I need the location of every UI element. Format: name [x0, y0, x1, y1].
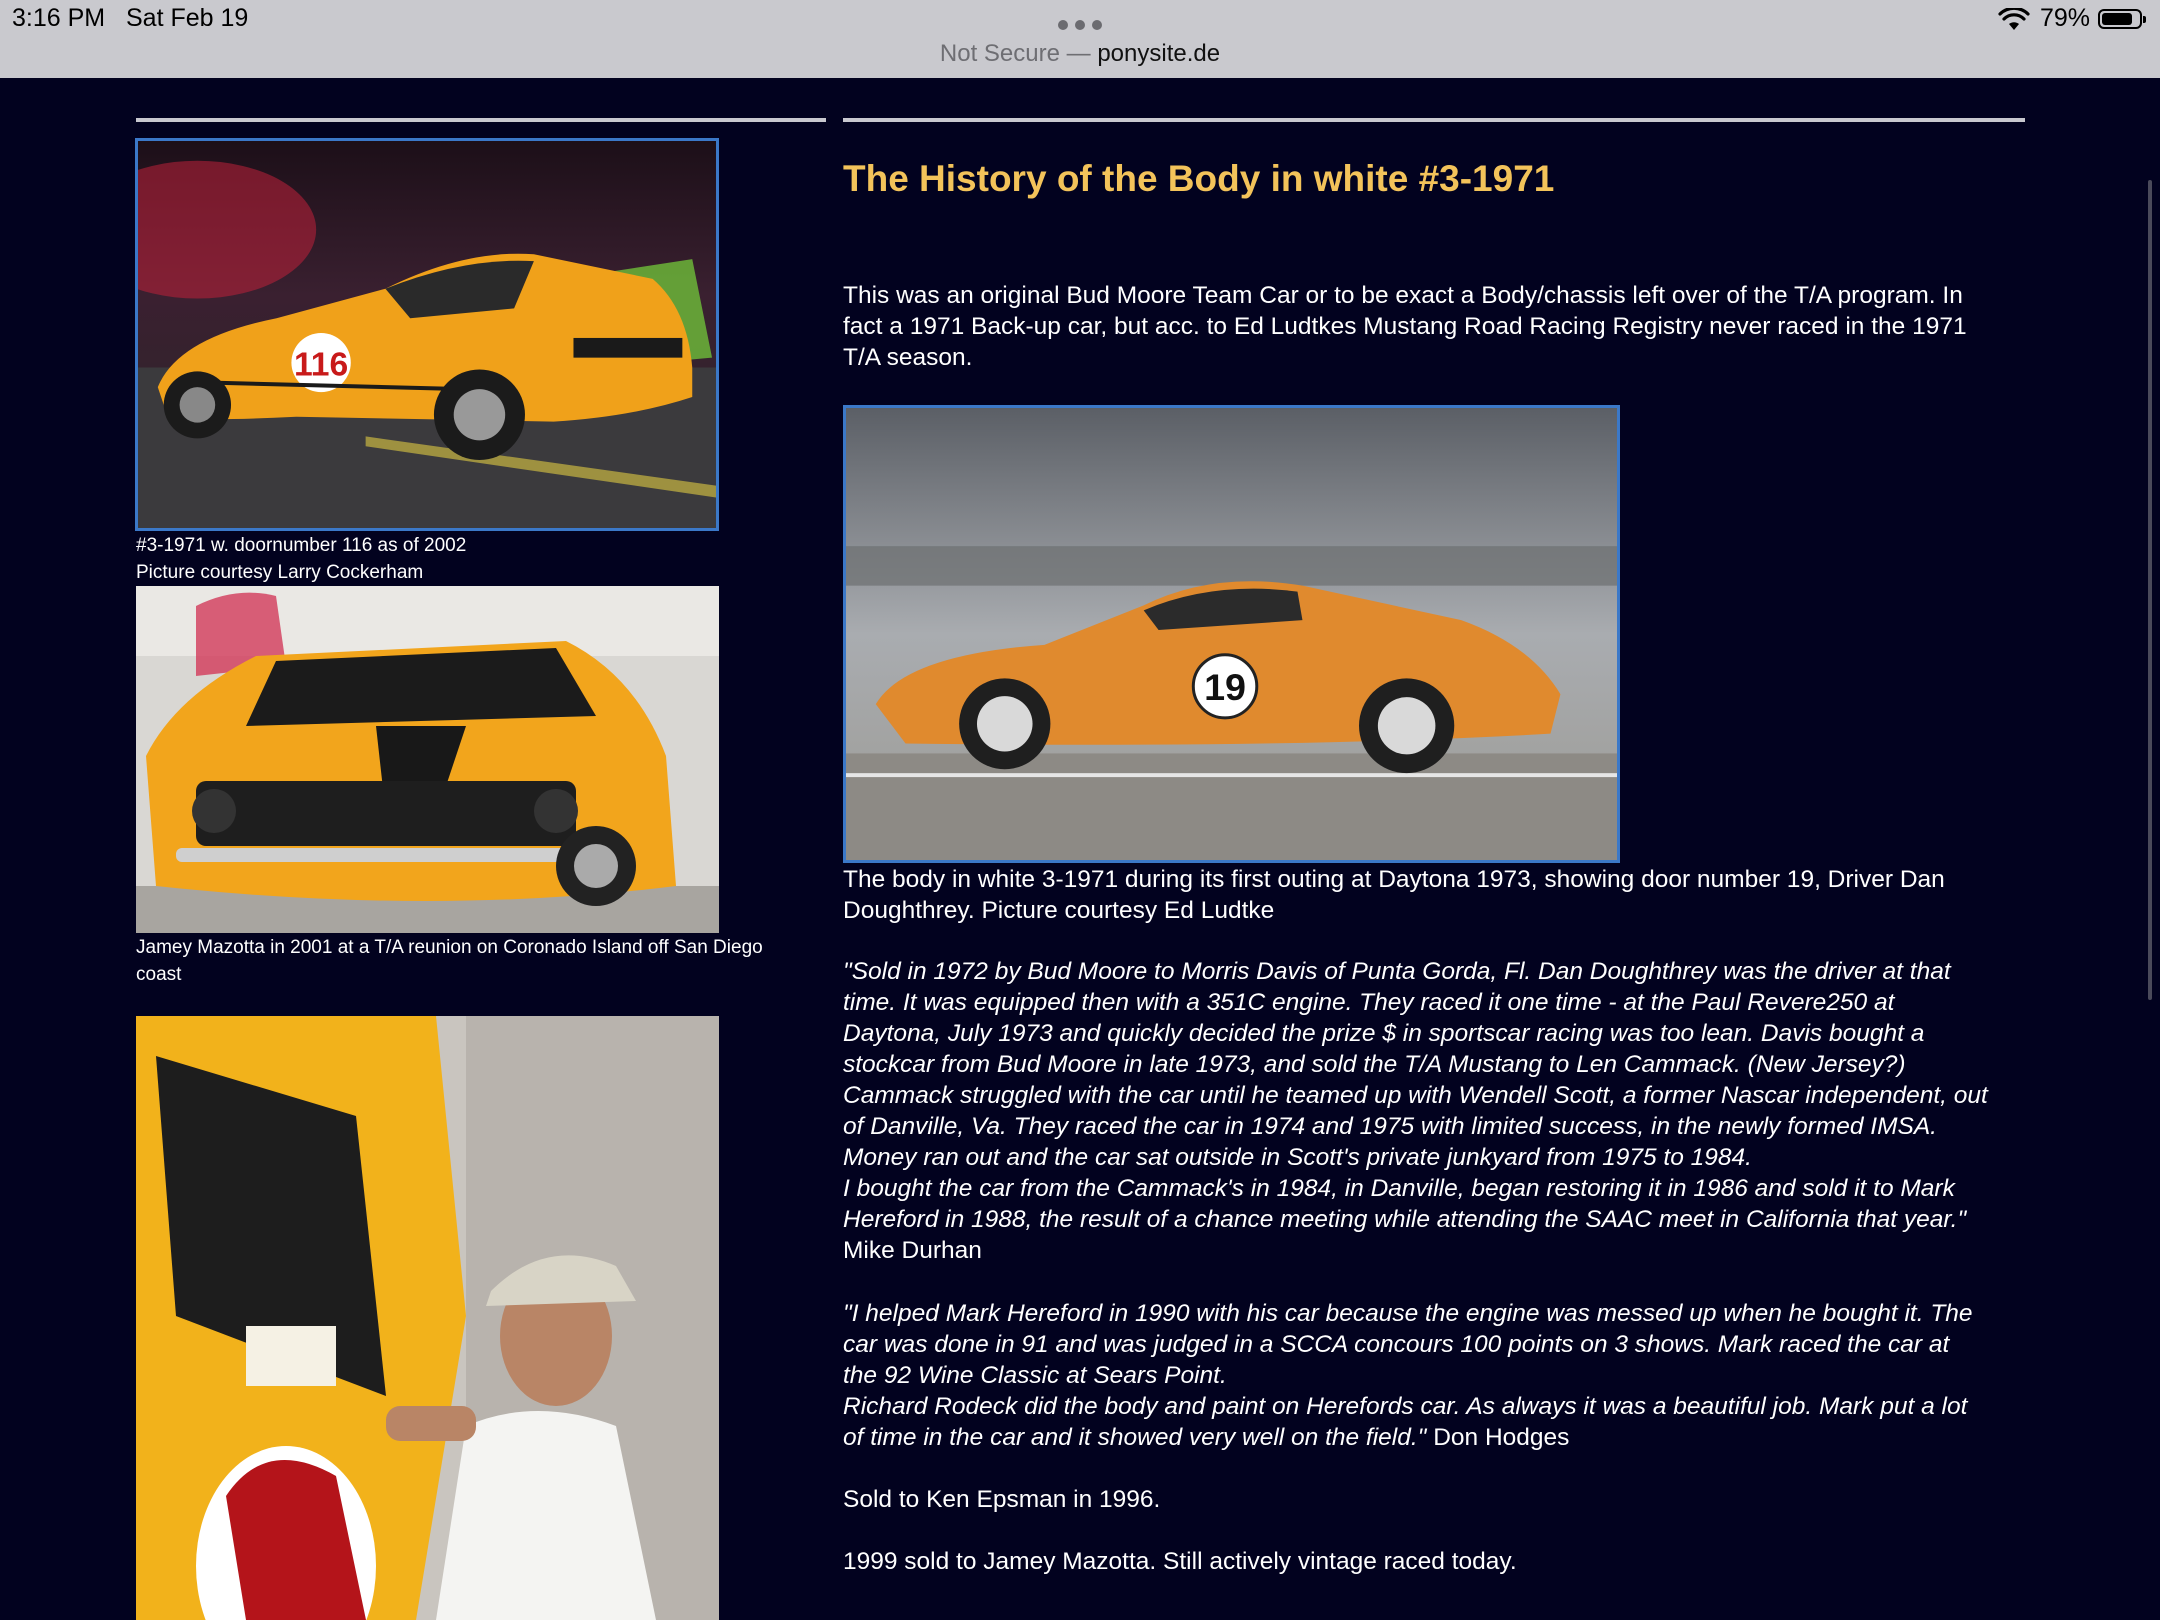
photo-front-view	[136, 586, 719, 933]
photo2-caption: Jamey Mazotta in 2001 at a T/A reunion on Coronado Island off San Diego coast	[136, 937, 763, 985]
door-number-116: 116	[293, 346, 349, 384]
left-divider	[136, 118, 826, 122]
battery-icon	[2098, 9, 2142, 29]
quote-don-hodges: "I helped Mark Hereford in 1990 with his car because the engine was messed up when he bought it. The car was done in 91 and was judged in a SCCA concours 100 points on 3 shows. Mark raced the car at the 92 Wine Classic at Sears Point. Richard Rodeck did the body and paint on Herefords car. As always it was a beautiful job. Mark put a lot of time in the car and it showed very well on the field." Don Hodges	[843, 1300, 1973, 1451]
multitasking-dots-icon[interactable]	[1058, 20, 1102, 30]
right-divider	[843, 118, 2025, 122]
main-photo-caption: The body in white 3-1971 during its first outing at Daytona 1973, showing door number 19, Driver Dan Doughthrey. Picture courtesy Ed Ludtke	[843, 866, 1945, 924]
intro-paragraph: This was an original Bud Moore Team Car or to be exact a Body/chassis left over of the T/A program. In fact a 1971 Back-up car, but acc. to Ed Ludtkes Mustang Road Racing Registry never raced in the 1971 T/A season.	[843, 282, 1967, 371]
url-domain: ponysite.de	[1097, 40, 1221, 67]
status-date: Sat Feb 19	[126, 4, 249, 32]
not-secure-label: Not Secure —	[939, 40, 1098, 67]
battery-percentage: 79%	[2040, 4, 2091, 32]
status-time: 3:16 PM	[12, 4, 106, 32]
photo1-caption: #3-1971 w. doornumber 116 as of 2002 Picture courtesy Larry Cockerham	[136, 535, 467, 583]
sold-1996-text: Sold to Ken Epsman in 1996.	[843, 1486, 1161, 1513]
quote2-author: Don Hodges	[1426, 1424, 1570, 1451]
wifi-icon	[1998, 8, 2030, 32]
quote1-author: Mike Durhan	[843, 1237, 982, 1264]
address-bar[interactable]	[0, 40, 2160, 68]
photo-man-with-car	[136, 1016, 719, 1620]
sold-1999-text: 1999 sold to Jamey Mazotta. Still actively vintage raced today.	[843, 1548, 1517, 1575]
scrollbar[interactable]	[2148, 180, 2152, 1000]
door-number-19: 19	[1204, 666, 1247, 709]
browser-status-bar	[0, 0, 2160, 78]
page-title: The History of the Body in white #3-1971	[843, 158, 1555, 199]
quote-mike-durhan: "Sold in 1972 by Bud Moore to Morris Davis of Punta Gorda, Fl. Dan Doughthrey was the driver at that time. It was equipped then with a 351C engine. They raced it one time - at the Paul Revere250 at Daytona, July 1973 and quickly decided the prize $ in sportscar racing was too lean. Davis bought a stockcar from Bud Moore in late 1973, and sold the T/A Mustang to Len Cammack. (New Jersey?) Cammack struggled with the car until he teamed up with Wendell Scott, a former Nascar independent, out of Danville, Va. They raced the car in 1974 and 1975 with limited success, in the newly formed IMSA. Money ran out and the car sat outside in Scott's private junkyard from 1975 to 1984. I bought the car from the Cammack's in 1984, in Danville, began restoring it in 1986 and sold it to Mark Hereford in 1988, the result of a chance meeting while attending the SAAC meet in California that year." Mike Durhan	[843, 956, 2028, 1266]
photo-car-116	[135, 138, 719, 531]
photo-car-19-daytona	[843, 405, 1620, 863]
